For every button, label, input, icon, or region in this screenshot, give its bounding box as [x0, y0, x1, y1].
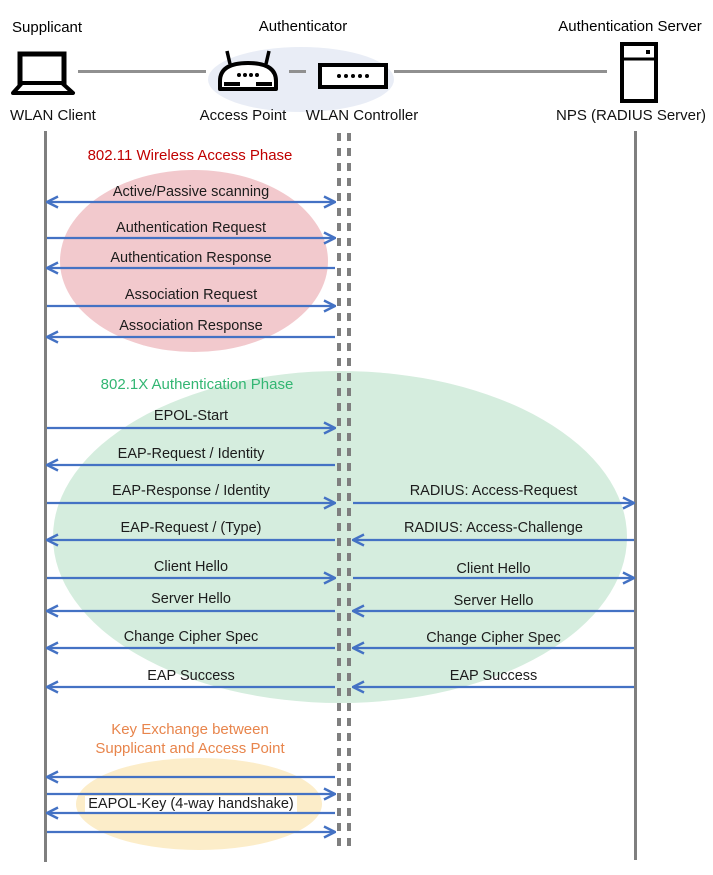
message-arrow-left — [352, 640, 635, 656]
message-label: Server Hello — [151, 590, 231, 607]
message-label: RADIUS: Access-Request — [409, 482, 578, 499]
dot1x-phase-title: 802.1X Authentication Phase — [100, 376, 294, 393]
message-arrow-left — [352, 532, 635, 548]
message-arrow-left — [46, 532, 336, 548]
message-label: Authentication Response — [110, 249, 272, 266]
message-label: Change Cipher Spec — [426, 629, 561, 646]
wlan-controller-label: WLAN Controller — [305, 107, 419, 124]
message-label: EAP-Request / (Type) — [120, 519, 262, 536]
message-label: Client Hello — [456, 560, 531, 577]
message-arrow-both — [46, 194, 336, 210]
message-arrow-left — [46, 603, 336, 619]
access-point-label: Access Point — [199, 107, 287, 124]
message-label: Client Hello — [153, 558, 229, 575]
message-label: RADIUS: Access-Challenge — [404, 519, 583, 536]
authenticator-role-label: Authenticator — [258, 18, 348, 35]
nps-label: NPS (RADIUS Server) — [555, 107, 707, 124]
message-arrow-right — [46, 495, 336, 511]
supplicant-role-label: Supplicant — [12, 19, 83, 36]
message-label: Association Response — [119, 317, 263, 334]
message-label: EAP-Response / Identity — [112, 482, 270, 499]
message-arrow-right — [46, 230, 336, 246]
message-arrow-left — [352, 603, 635, 619]
key-exchange-title-line2: Supplicant and Access Point — [95, 740, 285, 757]
message-label: EPOL-Start — [153, 407, 229, 424]
message-arrow-left — [46, 329, 336, 345]
message-arrow-right — [46, 824, 336, 840]
message-arrow-right — [46, 570, 336, 586]
message-label: EAP-Request / Identity — [117, 445, 265, 462]
message-label: Change Cipher Spec — [123, 628, 259, 645]
message-arrow-right — [352, 570, 635, 586]
message-label: EAP Success — [449, 667, 538, 684]
message-label: Active/Passive scanning — [112, 183, 270, 200]
message-arrow-left — [46, 805, 336, 821]
message-label: Server Hello — [453, 592, 534, 609]
message-arrow-left — [352, 679, 635, 695]
message-label: EAPOL-Key (4-way handshake) — [46, 794, 336, 813]
auth-server-role-label: Authentication Server — [558, 18, 702, 35]
message-arrow-left — [46, 260, 336, 276]
message-label: Association Request — [124, 286, 258, 303]
message-arrow-left — [46, 457, 336, 473]
message-arrow-left — [46, 679, 336, 695]
message-label: Authentication Request — [116, 219, 266, 236]
message-arrow-right — [46, 298, 336, 314]
message-arrow-right — [46, 420, 336, 436]
wlan-client-label: WLAN Client — [10, 107, 96, 124]
wireless-phase-title: 802.11 Wireless Access Phase — [87, 147, 293, 164]
message-arrow-left — [46, 769, 336, 785]
message-arrow-right — [352, 495, 635, 511]
key-exchange-title-line1: Key Exchange between — [111, 721, 269, 738]
message-arrow-left — [46, 640, 336, 656]
message-label: EAP Success — [147, 667, 235, 684]
